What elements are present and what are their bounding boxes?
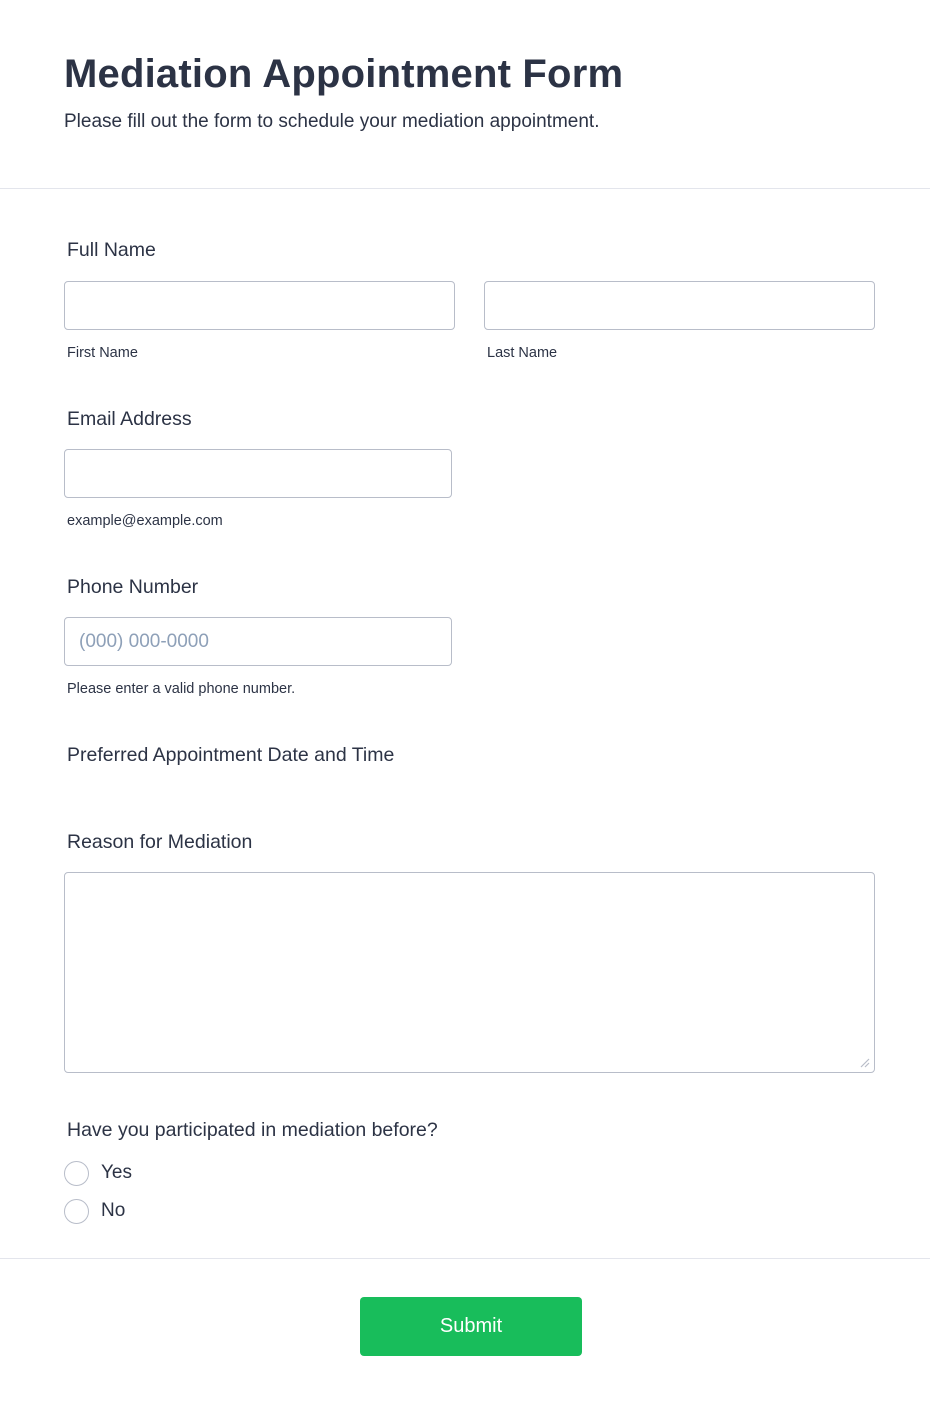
email-label: Email Address [67, 408, 192, 430]
radio-option-no[interactable] [64, 1198, 125, 1224]
last-name-sublabel: Last Name [487, 345, 558, 361]
radio-circle-icon[interactable] [64, 1199, 89, 1224]
submit-button[interactable]: Submit [360, 1297, 582, 1356]
last-name-input[interactable] [484, 281, 875, 330]
page-title: Mediation Appointment Form [64, 52, 624, 96]
radio-option-yes[interactable] [64, 1160, 132, 1186]
phone-sublabel: Please enter a valid phone number. [67, 681, 296, 697]
first-name-input[interactable] [64, 281, 455, 330]
resize-grip-icon[interactable] [858, 1056, 870, 1068]
phone-label: Phone Number [67, 576, 199, 598]
phone-input[interactable] [64, 617, 452, 666]
email-input[interactable] [64, 449, 452, 498]
radio-label-yes: Yes [101, 1162, 132, 1183]
full-name-label: Full Name [67, 239, 156, 261]
first-name-sublabel: First Name [67, 345, 138, 361]
form-header [0, 0, 930, 189]
page-subtitle: Please fill out the form to schedule your mediation appointment. [64, 111, 600, 132]
footer-divider [0, 1258, 930, 1259]
reason-label: Reason for Mediation [67, 831, 253, 853]
appointment-label: Preferred Appointment Date and Time [67, 744, 395, 766]
reason-textarea[interactable] [64, 872, 875, 1073]
radio-circle-icon[interactable] [64, 1161, 89, 1186]
prior-mediation-label: Have you participated in mediation before? [67, 1119, 438, 1141]
email-sublabel: example@example.com [67, 513, 223, 529]
radio-label-no: No [101, 1200, 126, 1221]
